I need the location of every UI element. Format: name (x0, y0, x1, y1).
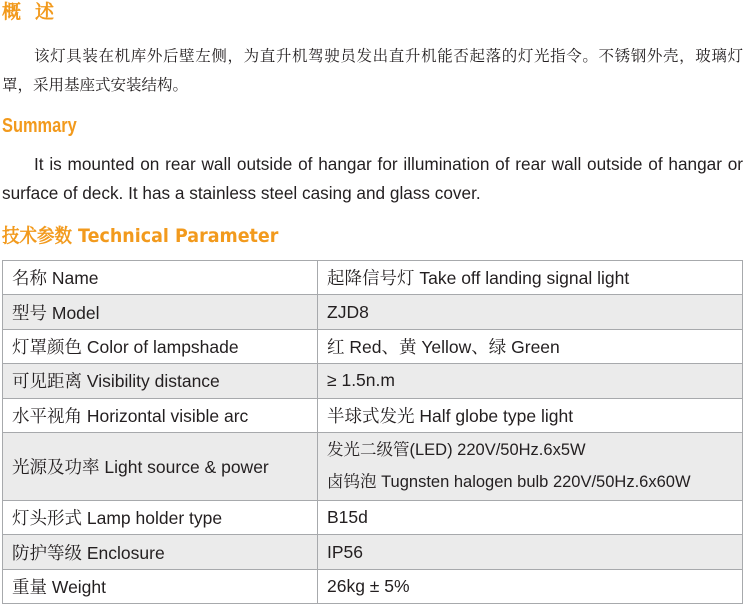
table-row (3, 295, 743, 329)
overview-heading: 概述 (2, 1, 69, 23)
technical-parameter-heading: 技术参数 Technical Parameter (2, 225, 279, 247)
param-name: 灯头形式 Lamp holder type (3, 500, 318, 534)
param-value: 红 Red、黄 Yellow、绿 Green (318, 329, 743, 363)
summary-paragraph: It is mounted on rear wall outside of hangar for illumination of rear wall outside of hangar or surface of deck. It has a stainless steel casing and glass cover. (2, 154, 743, 203)
table-row (3, 261, 743, 295)
table-row (3, 535, 743, 569)
overview-paragraph: 该灯具装在机库外后壁左侧，为直升机驾驶员发出直升机能否起落的灯光指令。不锈钢外壳，玻璃灯罩，采用基座式安装结构。 (2, 47, 743, 94)
param-value: 26kg ± 5% (318, 569, 743, 603)
param-value: 半球式发光 Half globe type light (318, 398, 743, 432)
technical-parameter-table (2, 260, 743, 604)
param-value-multiline (318, 432, 743, 500)
param-value-line: 卤钨泡 Tugnsten halogen bulb 220V/50Hz.6x60W (327, 473, 691, 492)
table-row (3, 569, 743, 603)
table-row (3, 329, 743, 363)
param-name: 灯罩颜色 Color of lampshade (3, 329, 318, 363)
param-name: 水平视角 Horizontal visible arc (3, 398, 318, 432)
param-value: ≥ 1.5n.m (318, 364, 743, 398)
param-value-line: 发光二级管(LED) 220V/50Hz.6x5W (327, 441, 586, 460)
table-row (3, 432, 743, 500)
param-name: 重量 Weight (3, 569, 318, 603)
param-name: 型号 Model (3, 295, 318, 329)
param-value: ZJD8 (318, 295, 743, 329)
param-value: IP56 (318, 535, 743, 569)
table-row (3, 500, 743, 534)
param-name: 光源及功率 Light source & power (3, 432, 318, 500)
summary-heading: Summary (2, 115, 77, 137)
table-row (3, 364, 743, 398)
table-row (3, 398, 743, 432)
param-name: 防护等级 Enclosure (3, 535, 318, 569)
param-value: B15d (318, 500, 743, 534)
param-name: 可见距离 Visibility distance (3, 364, 318, 398)
param-name: 名称 Name (3, 261, 318, 295)
param-value: 起降信号灯 Take off landing signal light (318, 261, 743, 295)
